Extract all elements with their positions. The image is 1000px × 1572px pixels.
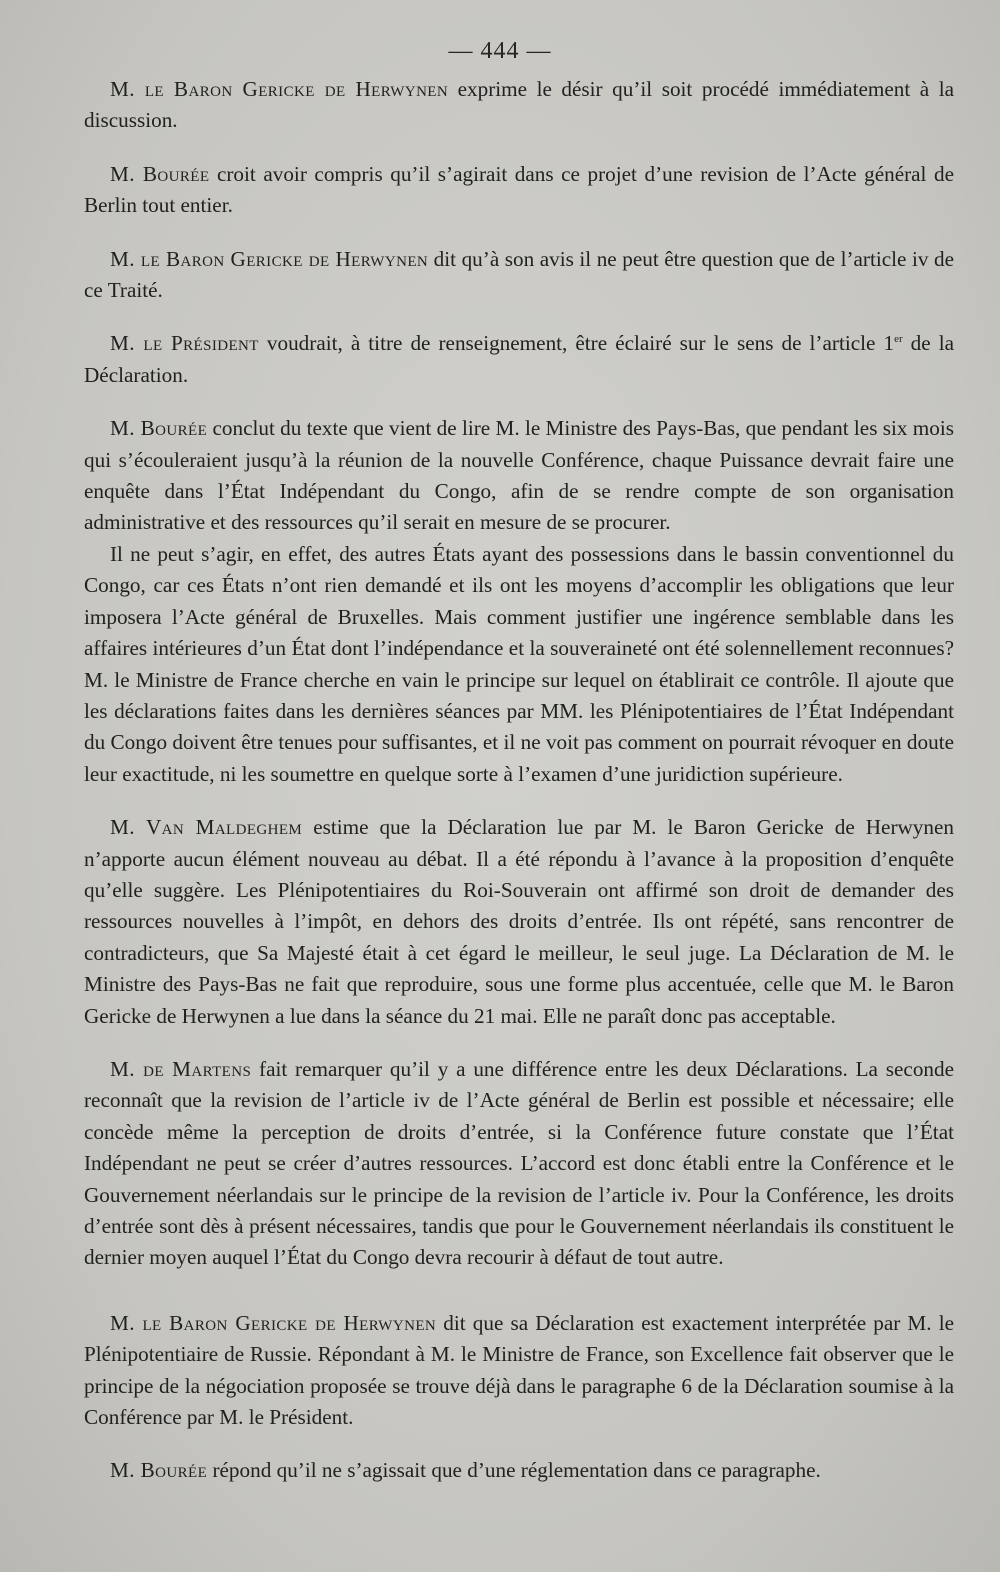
speaker-name: M. Bourée [110,416,208,441]
speaker-name: M. Bourée [110,1458,208,1483]
paragraph-1 [84,74,954,137]
speaker-name: M. le Baron Gericke de Herwynen [110,246,429,271]
speaker-name: M. le Baron Gericke de Herwynen [110,1310,437,1335]
speaker-name: M. de Martens [110,1056,252,1081]
speaker-name: M. le Président [110,331,259,356]
paragraph-text-continued: de la Déclaration. [84,331,954,387]
page-body [84,74,954,1509]
paragraph-5 [84,413,954,539]
paragraph-text: voudrait, à titre de renseignement, être éclairé sur le sens de l’article 1 [258,331,895,356]
paragraph-10 [84,1455,954,1486]
superscript-er: er [894,333,903,346]
paragraph-text: dit qu’à son avis il ne peut être question que de l’article iv de ce Traité. [84,246,954,303]
paragraph-text: conclut du texte que vient de lire M. le Ministre des Pays-Bas, que pendant les six mois qui s’écouleraient jusqu’à la réunion de la nouvelle Conférence, chaque Puissance devrait faire une enquête dans l’État Indépendant du Congo, afin de se rendre compte de son organisation administrative et des ressources qu’il serait en mesure de se procurer. [84,416,954,535]
paragraph-text: fait remarquer qu’il y a une différence entre les deux Déclarations. La seconde reconnaît que la revision de l’article iv de l’Acte général de Berlin est possible et nécessaire; elle concède même la perception de droits d’entrée, si la Conférence future constate que l’État Indépendant ne peut se créer d’autres ressources. L’accord est donc établi entre la Conférence et le Gouvernement néerlandais sur le principe de la revision de l’article iv. Pour la Conférence, les droits d’entrée sont dès à présent nécessaires, tandis que pour le Gouvernement néerlandais ils constituent le dernier moyen auquel l’État du Congo devra recourir à défaut de tout autre. [84,1056,955,1270]
paragraph-3 [84,244,954,307]
paragraph-9 [84,1308,954,1434]
speaker-name: M. le Baron Gericke de Herwynen [110,77,449,101]
paragraph-8 [84,1054,954,1274]
page-number: — 444 — [448,38,552,64]
paragraph-text: dit que sa Déclaration est exactement interprétée par M. le Plénipotentiaire de Russie. Répondant à M. le Ministre de France, son Excellence fait observer que le principe de la négociation proposée se trouve déjà dans le paragraphe 6 de la Déclaration soumise à la Conférence par M. le Président. [84,1310,954,1430]
paragraph-text: estime que la Déclaration lue par M. le Baron Gericke de Herwynen n’apporte aucun élément nouveau au débat. Il a été répondu à l’avance à la proposition d’enquête qu’elle suggère. Les Plénipotentiaires du Roi-Souverain ont affirmé son droit de demander des ressources nouvelles à l’impôt, en dehors des droits d’entrée. Ils ont répété, sans rencontrer de contradicteurs, que Sa Majesté était à cet égard le meilleur, le seul juge. La Déclaration de M. le Ministre des Pays-Bas ne fait que reproduire, sous une forme plus accentuée, celle que M. le Baron Gericke de Herwynen a lue dans la séance du 21 mai. Elle ne paraît donc pas acceptable. [84,815,954,1028]
paragraph-text: Il ne peut s’agir, en effet, des autres États ayant des possessions dans le bassin conventionnel du Congo, car ces États n’ont rien demandé et ils ont les moyens d’accomplir les obligations que leur imposera l’Acte général de Bruxelles. Mais comment justifier une ingérence semblable dans les affaires intérieures d’un État dont l’indépendance et la souveraineté ont été solennellement reconnues? M. le Ministre de France cherche en vain le principe sur lequel on établirait ce contrôle. Il ajoute que les déclarations faites dans les dernières séances par MM. les Plénipotentiaires de l’État Indépendant du Congo doivent être tenues pour suffisantes, et il ne voit pas comment on pourrait révoquer en doute leur exactitude, ni les soumettre en quelque sorte à l’examen d’une juridiction supérieure. [84,541,954,786]
paragraph-4 [84,328,954,391]
speaker-name: M. Van Maldeghem [110,815,303,840]
paragraph-text: exprime le désir qu’il soit procédé immédiatement à la discussion. [84,77,954,133]
paragraph-text: croit avoir compris qu’il s’agirait dans ce projet d’une revision de l’Acte général de Berlin tout entier. [84,161,954,218]
paragraph-text: répond qu’il ne s’agissait que d’une réglementation dans ce paragraphe. [207,1458,821,1483]
paragraph-6 [84,539,954,790]
speaker-name: M. Bourée [110,161,210,186]
paragraph-7 [84,812,954,1032]
paragraph-2 [84,159,954,222]
